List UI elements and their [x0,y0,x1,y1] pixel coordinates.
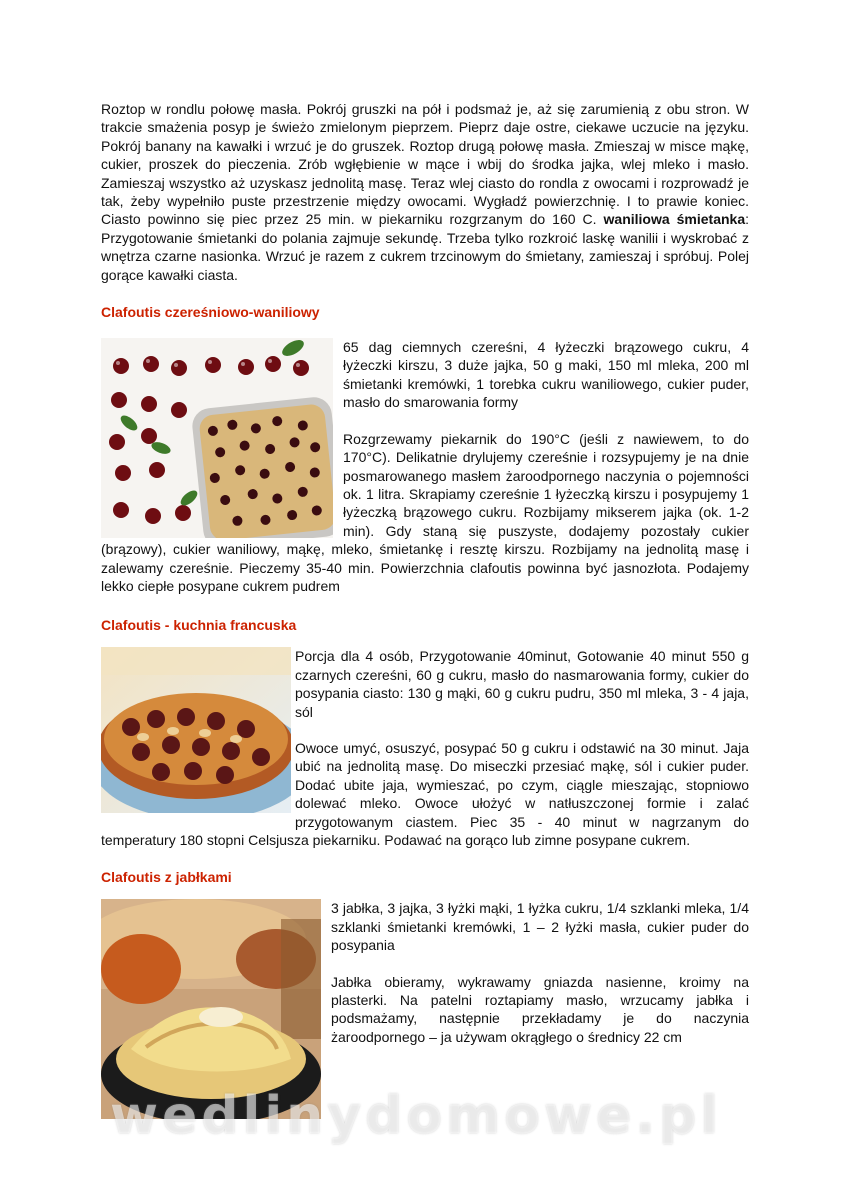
intro-text-continued: : Przygotowanie śmietanki do polania zajmuje sekundę. Trzeba tylko rozkroić laskę wanilii i wyskrobać z wnętrza czarne nasionka. Wrzuć je razem z cukrem trzcinowym do śmietany, zamieszaj i spróbuj. Polej gorące kawałki ciasta. [101,211,750,283]
intro-text: Roztop w rondlu połowę masła. Pokrój gruszki na pół i podsmaż je, aż się zarumienią z obu stron. W trakcie smażenia posyp je świeżo zmielonym pieprzem. Pieprz daje ostre, ciekawe uczucie na języku. Pokrój banany na kawałki i wrzuć je do gruszek. Roztop drugą połowę masła. Zmieszaj w misce mąkę, cukier, proszek do pieczenia. Zrób wgłębienie w mące i wbij do środka jajka, wlej mleko i masło. Zamieszaj wszystko aż uzyskasz jednolitą masę. Teraz wlej ciasto do rondla z owocami i rozprowadź je tak, żeby wypełniło puste przestrzenie między owocami. Wygładź powierzchnię. I to prawie koniec. Ciasto powinno się piec przez 25 min. w piekarniku rozgrzanym do 160 C. [101,101,749,228]
recipe-ingredients: 3 jabłka, 3 jajka, 3 łyżki mąki, 1 łyżka cukru, 1/4 szklanki mleka, 1/4 szklanki śmietanki kremówki, 1 – 2 łyżki masła, cukier puder do posypania [331,900,749,954]
recipe-title: Clafoutis czereśniowo-waniliowy [101,304,320,321]
recipe-section-french [101,617,749,849]
french-clafoutis-photo [101,647,291,813]
recipe-ingredients: Porcja dla 4 osób, Przygotowanie 40minut, Gotowanie 40 minut 550 g czarnych czereśni, 60 g cukru, masło do nasmarowania formy, cukier do posypania ciasto: 130 g mąki, 60 g cukru pudru, 350 ml mleka, 3 - 4 jaja, sól [295,648,749,720]
cherry-clafoutis-photo [101,338,333,538]
recipe-title: Clafoutis - kuchnia francuska [101,617,297,634]
recipe-method: Jabłka obieramy, wykrawamy gniazda nasienne, kroimy na plasterki. Na patelni roztapiamy masło, wrzucamy jabłka i podsmażamy, następnie przekładamy je do naczynia żaroodpornego – ja używam okrągłego o średnicy 22 cm [331,973,749,1045]
intro-bold-term: waniliowa śmietanka [603,211,746,228]
recipe-title: Clafoutis z jabłkami [101,869,232,886]
apple-clafoutis-photo [101,899,321,1119]
recipe-section-cherry-vanilla [101,304,749,595]
intro-paragraph [101,100,749,284]
recipe-ingredients: 65 dag ciemnych czereśni, 4 łyżeczki brązowego cukru, 4 łyżeczki kirszu, 3 duże jajka, 50 g maki, 150 ml mleka, 200 ml śmietanki kremówki, 1 torebka cukru waniliowego, cukier puder, masło do smarowania formy [343,339,749,411]
recipe-section-apples [101,869,749,1121]
document-page [101,100,749,1121]
recipe-method: Rozgrzewamy piekarnik do 190°C (jeśli z nawiewem, to do 170°C). Delikatnie drylujemy czereśnie i rozsypujemy je na dnie posmarowanego masłem żaroodpornego naczynia o pojemności ok. 1 litra. Skrapiamy czereśnie 1 łyżeczką kirszu i posypujemy 1 łyżeczką brązowego cukru. Rozbijamy mikserem jajka (ok. 1-2 min). Gdy staną się puszyste, dodajemy pozostały cukier (brązowy), cukier waniliowy, mąkę, mleko, śmietankę i resztę kirszu. Rozbijamy na jednolitą masę i zalewamy czereśnie. Pieczemy 35-40 min. Powierzchnia clafoutis powinna być jasnozłota. Podajemy lekko ciepłe posypane cukrem pudrem [101,430,749,594]
recipe-method: Owoce umyć, osuszyć, posypać 50 g cukru i odstawić na 30 minut. Jaja ubić na jednolitą masę. Do miseczki przesiać mąkę, sól i cukier puder. Dodać ubite jaja, wymieszać, po czym, ciągle mieszając, stopniowo dolewać mleko. Owoce ułożyć w natłuszczonej formie i zalać przygotowanym ciastem. Piec 35 - 40 minut w nagrzanym do temperatury 180 stopni Celsjusza piekarniku. Podawać na gorąco lub zimne posypane cukrem. [101,739,749,848]
watermark: wedlinydomowe.pl [110,1086,723,1146]
